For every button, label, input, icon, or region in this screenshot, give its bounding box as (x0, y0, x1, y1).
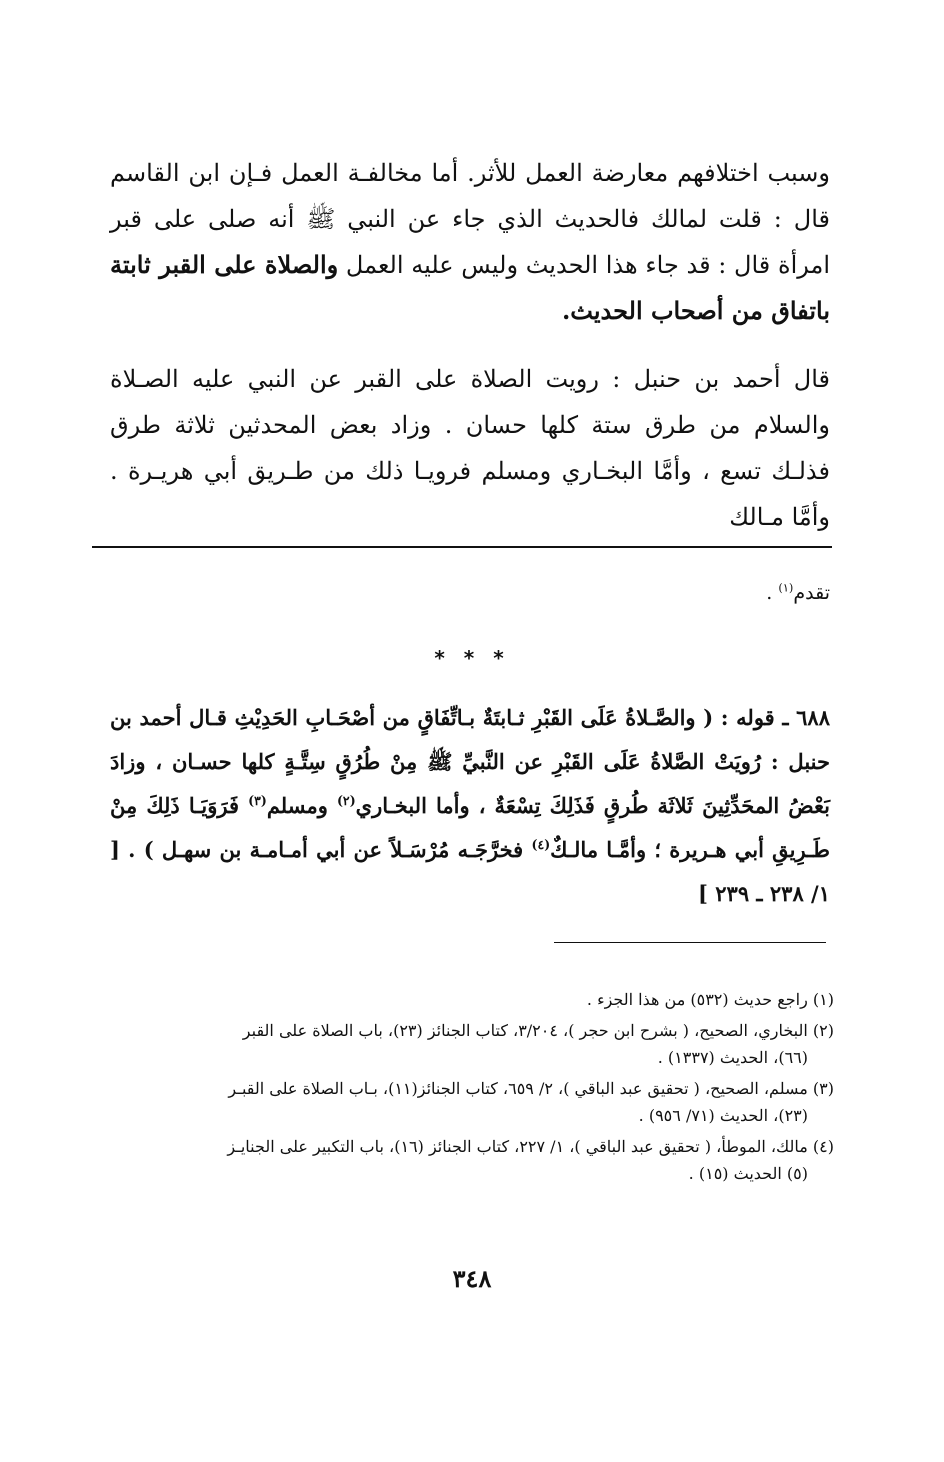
footnote-continuation: (٢٣)، الحديث (٧١/ ٩٥٦) . (638, 1106, 808, 1125)
note-text: تقدم (793, 582, 830, 604)
footnote-3 (104, 1075, 834, 1129)
footnote-line: (٢) البخاري، الصحيح، ( بشرح ابن حجر )، ٣/٢٠٤، كتاب الجنائز (٢٣)، باب الصلاة على القبر (242, 1021, 834, 1040)
footnote-divider (92, 546, 832, 548)
quote-line-2: قال : قلت لمالك فالحديث الذي جاء عن النبي ﷺ أنه صلى على قبر امرأة (110, 205, 831, 279)
quote-line-1: وسبب اختلافهم معارضة العمل للأثر. أما مخالفـة العمل فـإن ابن القاسم (110, 159, 830, 187)
note-ref: (١) (778, 580, 794, 595)
footnote-continuation: (٦٦)، الحديث (١٣٣٧) . (657, 1048, 808, 1067)
section-separator: * * * (434, 646, 510, 670)
inline-footnote (110, 578, 830, 608)
footnote-1 (104, 986, 834, 1013)
commentary-part-d: فخرَّجَـه مُرْسَـلاً عن أبي أمـامـة بن سهـل ) . [ ١/ ٢٣٨ ـ ٢٣٩ ] (110, 837, 830, 906)
note-end: . (766, 582, 779, 604)
footnote-ref-3: (٣) (248, 793, 267, 808)
paragraph-gap (110, 334, 830, 356)
commentary-part-c: فَرَوَيَـا ذَلِكَ مِنْ طَـرِيقِ أبي هـريرة ؛ وأمَّـا مالـكٌ (110, 793, 830, 862)
quote-bold-statement: والصلاة على القبر ثابتة باتفاق من أصحاب الحديث. (110, 250, 830, 325)
footnotes-divider (554, 942, 826, 943)
footnote-line: (١) راجع حديث (٥٣٢) من هذا الجزء . (586, 990, 834, 1009)
footnote-4 (104, 1133, 834, 1187)
commentary-text (110, 696, 830, 916)
footnote-line: (٤) مالك، الموطأ، ( تحقيق عبد الباقي )، ١/ ٢٢٧، كتاب الجنائز (١٦)، باب التكبير على الجنايـز (227, 1137, 834, 1156)
commentary-part-b: ومسلم (266, 793, 337, 818)
quote-paragraph-2: قال أحمد بن حنبل : رويت الصلاة على القبر عن النبي عليه الصـلاة والسلام من طرق ستة كلها حسان . وزاد بعض المحدثين ثلاثة طرق فذلـك تسع ، وأمَّا البخـاري ومسلم فرويـا ذلك من طـريق أبي هريـرة . وأمَّا مـالك (110, 365, 830, 531)
commentary-paragraph (110, 696, 830, 916)
footnote-continuation: (٥) الحديث (١٥) . (688, 1164, 808, 1183)
footnote-ref-2: (٢) (336, 793, 356, 808)
page-number: ٣٤٨ (452, 1264, 492, 1293)
footnote-line: (٣) مسلم، الصحيح، ( تحقيق عبد الباقي )، ٢/ ٦٥٩، كتاب الجنائز(١١)، بـاب الصلاة على القبـر (228, 1079, 834, 1098)
quote-paragraph-1 (110, 150, 830, 334)
footnote-ref-4: (٤) (531, 837, 551, 852)
quote-line-3: قال : قد جاء هذا الحديث وليس عليه العمل (338, 251, 771, 279)
quoted-passage (110, 150, 830, 540)
footnote-2 (104, 1017, 834, 1071)
footnotes (104, 986, 834, 1191)
commentary-part-a: ٦٨٨ ـ قوله : ( والصَّـلاةُ عَلَى القَبْرِ ثـابتَةٌ بـاتِّفَاقٍ من أصْحَـابِ الحَدِيْثِ قـال أحمد بن حنبل : رُويَتْ الصَّلاةُ عَلَى القَبْرِ عن النَّبيِّ ﷺ مِنْ طُرُقٍ سِتَّـةٍ كلها حسـان ، وزادَ بَعْضُ المحَدِّثِينَ ثَلاثَة طُرقٍ فَذَلِكَ تِسْعَةٌ ، وأما البخـاري (110, 705, 830, 818)
